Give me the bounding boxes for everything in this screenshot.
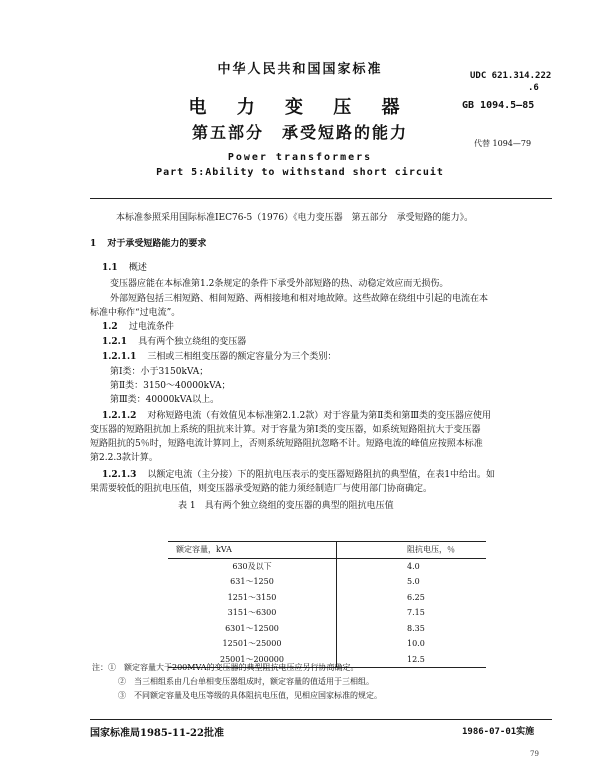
section-1-2-1-3-number: 1.2.1.3 <box>102 470 137 480</box>
table-header-row <box>168 542 486 559</box>
title-en-sub: Part 5:Ability to withstand short circuit <box>156 167 444 178</box>
title-en-main: Power transformers <box>227 152 373 163</box>
section-1-2-1-number: 1.2.1 <box>102 337 128 347</box>
section-1-2-1-1-text: 三相或三相组变压器的额定容量分为三个类别： <box>147 352 337 362</box>
table-row <box>168 636 486 652</box>
title-cn-main: 电 力 变 压 器 <box>188 97 412 118</box>
impedance-cell: 12.5 <box>337 652 487 668</box>
table-row <box>168 605 486 621</box>
section-1-2-1-heading <box>102 336 246 348</box>
section-1-2-1-2-line-1 <box>102 410 491 422</box>
impedance-cell: 6.25 <box>337 590 487 606</box>
capacity-cell: 25001～200000 <box>168 652 337 668</box>
impedance-cell: 10.0 <box>337 636 487 652</box>
section-1-1-paragraph-2-line-1: 外部短路包括三相短路、相间短路、两相接地和相对地故障。这些故障在绕组中引起的电流在本 <box>110 294 489 304</box>
impedance-cell: 7.15 <box>337 605 487 621</box>
section-1-2-1-1 <box>102 351 336 363</box>
standard-number: GB 1094.5—85 <box>462 100 535 111</box>
note-3: ③ 不同额定容量及电压等级的具体阻抗电压值，见相应国家标准的规定。 <box>118 691 382 700</box>
section-1-2-1-3-text: 以额定电流（主分接）下的阻抗电压表示的变压器短路阻抗的典型值，在表1中给出。如 <box>147 470 496 480</box>
national-standard-heading: 中华人民共和国国家标准 <box>217 62 383 77</box>
section-1-2-number: 1.2 <box>102 322 118 332</box>
capacity-cell: 631～1250 <box>230 577 274 587</box>
header-impedance: 阻抗电压，％ <box>337 542 487 559</box>
capacity-cell: 630及以下 <box>232 561 272 571</box>
capacity-cell: 6301～12500 <box>225 623 279 633</box>
table-row <box>168 558 486 574</box>
section-1-number: 1 <box>90 239 97 249</box>
impedance-cell: 4.0 <box>337 558 487 574</box>
table-1-caption: 表 1 具有两个独立绕组的变压器的典型的阻抗电压值 <box>178 501 394 511</box>
udc-code <box>470 70 551 94</box>
section-1-2-title: 过电流条件 <box>128 322 174 332</box>
note-1: 注：① 额定容量大于200MVA的变压器的典型阻抗电压应另行协商确定。 <box>92 663 359 672</box>
section-1-2-1-2-number: 1.2.1.2 <box>102 411 137 421</box>
table-row <box>168 621 486 637</box>
page-number: 79 <box>530 750 539 758</box>
impedance-cell: 5.0 <box>337 574 487 590</box>
section-1-2-1-1-number: 1.2.1.1 <box>102 352 137 362</box>
section-1-2-1-3-line-1 <box>102 469 495 481</box>
section-1-1-number: 1.1 <box>102 263 118 273</box>
section-1-1-paragraph-2-line-2: 标准中称作“过电流”。 <box>90 308 181 318</box>
category-1: 第Ⅰ类：小于3150kVA； <box>110 367 209 377</box>
footer-divider <box>90 719 552 720</box>
header-capacity: 额定容量，kVA <box>168 542 337 559</box>
section-1-2-1-title: 具有两个独立绕组的变压器 <box>138 337 247 347</box>
title-cn-sub: 第五部分 承受短路的能力 <box>191 123 408 142</box>
title-divider <box>90 198 552 199</box>
section-1-2-1-2-text: 对称短路电流（有效值见本标准第2.1.2款）对于容量为第Ⅱ类和第Ⅲ类的变压器应使用 <box>147 411 492 421</box>
section-1-1-title: 概述 <box>128 263 147 273</box>
capacity-cell: 3151～6300 <box>227 608 277 618</box>
section-1-2-1-2-line-4: 第2.2.3款计算。 <box>90 453 158 463</box>
note-2: ② 当三相组系由几台单相变压器组成时，额定容量的值适用于三相组。 <box>118 677 374 686</box>
section-1-1-heading <box>102 262 147 274</box>
category-2: 第Ⅱ类：3150～40000kVA； <box>110 381 231 391</box>
intro-paragraph: 本标准参照采用国际标准IEC76-5（1976）《电力变压器 第五部分 承受短路的能力》。 <box>116 213 474 223</box>
category-3: 第Ⅲ类：40000kVA以上。 <box>110 395 220 405</box>
replaces-note: 代替 1094—79 <box>474 139 532 148</box>
section-1-heading <box>90 238 206 250</box>
capacity-cell: 1251～3150 <box>227 592 277 602</box>
table-1 <box>168 541 486 668</box>
udc-line-2: .6 <box>528 83 539 93</box>
section-1-2-1-2-line-2: 变压器的短路阻抗加上系统的阻抗来计算。对于容量为第Ⅰ类的变压器，如系统短路阻抗大于变压器 <box>90 425 481 435</box>
approval-date: 国家标准局1985-11-22批准 <box>90 728 224 739</box>
table-row <box>168 590 486 606</box>
section-1-2-heading <box>102 321 174 333</box>
table-row <box>168 574 486 590</box>
section-1-2-1-3-line-2: 果需要较低的阻抗电压值，则变压器承受短路的能力须经制造厂与使用部门协商确定。 <box>90 484 433 494</box>
section-1-1-paragraph-1: 变压器应能在本标准第1.2条规定的条件下承受外部短路的热、动稳定效应而无损伤。 <box>110 279 449 289</box>
section-1-2-1-2-line-3: 短路阻抗的5％时，短路电流计算同上，否则系统短路阻抗忽略不计。短路电流的峰值应按照本标准 <box>90 439 483 449</box>
section-1-title: 对于承受短路能力的要求 <box>107 239 207 249</box>
capacity-cell: 12501～25000 <box>222 639 282 649</box>
impedance-cell: 8.35 <box>337 621 487 637</box>
udc-line-1: UDC 621.314.222 <box>470 71 552 81</box>
effective-date: 1986-07-01实施 <box>462 727 535 737</box>
